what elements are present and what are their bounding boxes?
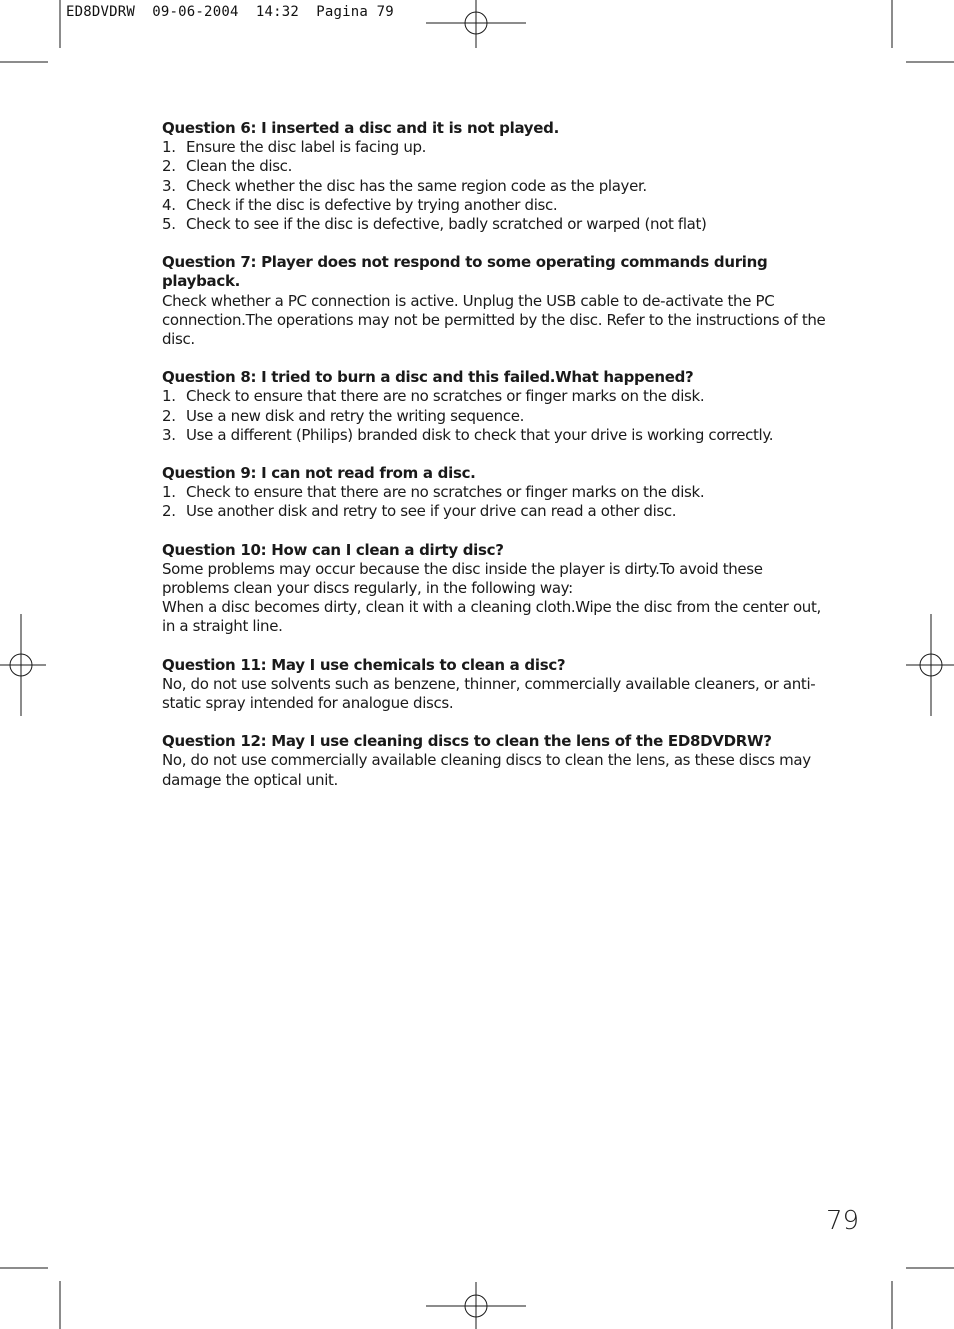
answer-list [162,387,830,445]
answer-list [162,138,830,234]
list-number: 4. [162,195,176,214]
faq-section-question-7 [162,253,830,349]
list-item-text: Clean the disc. [186,157,292,176]
question-heading: Question 8: I tried to burn a disc and this failed.What happened? [162,368,694,387]
list-item-text: Use a different (Philips) branded disk to check that your drive is working correctly. [186,425,774,444]
question-heading: Question 12: May I use cleaning discs to clean the lens of the ED8DVDRW? [162,732,772,751]
answer-paragraph: No, do not use commercially available cleaning discs to clean the lens, as these discs may damage the optical unit. [162,751,811,789]
list-item [162,387,830,406]
question-heading: Question 10: How can I clean a dirty disc? [162,540,504,559]
faq-section-question-8 [162,368,830,445]
faq-content [162,119,830,809]
answer-paragraph: No, do not use solvents such as benzene, thinner, commercially available cleaners, or anti-static spray intended for analogue discs. [162,674,816,713]
list-item-text: Check to see if the disc is defective, badly scratched or warped (not flat) [186,215,707,234]
list-item [162,215,830,234]
faq-section-question-9 [162,464,830,522]
list-item [162,426,830,445]
list-number: 1. [162,387,176,406]
list-item [162,157,830,176]
list-number: 3. [162,425,176,444]
answer-paragraph: Some problems may occur because the disc inside the player is dirty.To avoid these problems clean your discs regularly, in the following way: [162,559,763,598]
answer-list [162,483,830,521]
list-item-text: Check to ensure that there are no scratches or finger marks on the disk. [186,387,705,406]
answer-paragraph: Check whether a PC connection is active. Unplug the USB cable to de-activate the PC connection.The operations may not be permitted by the disc. Refer to the instructions of the disc. [162,291,826,349]
list-item [162,407,830,426]
list-item [162,502,830,521]
list-item-text: Use a new disk and retry the writing sequence. [186,406,525,425]
faq-section-question-11 [162,656,830,714]
question-heading: Question 11: May I use chemicals to clean a disc? [162,655,566,674]
faq-section-question-12 [162,732,830,790]
list-item [162,138,830,157]
list-item [162,483,830,502]
list-number: 1. [162,483,176,502]
list-item-text: Ensure the disc label is facing up. [186,138,427,157]
list-number: 5. [162,215,176,234]
list-number: 2. [162,406,176,425]
list-item [162,196,830,215]
print-slug: ED8DVDRW 09-06-2004 14:32 Pagina 79 [66,4,394,20]
list-item [162,177,830,196]
question-heading: Question 6: I inserted a disc and it is not played. [162,119,559,137]
answer-paragraph: When a disc becomes dirty, clean it with a cleaning cloth.Wipe the disc from the center out, in a straight line. [162,598,821,636]
list-item-text: Check if the disc is defective by trying another disc. [186,195,558,214]
list-item-text: Use another disk and retry to see if your drive can read a other disc. [186,502,677,521]
list-number: 2. [162,157,176,176]
list-number: 1. [162,138,176,157]
list-item-text: Check whether the disc has the same region code as the player. [186,176,647,195]
faq-section-question-6 [162,119,830,234]
page-number: 79 [826,1206,860,1236]
list-number: 3. [162,176,176,195]
list-number: 2. [162,502,176,521]
faq-section-question-10 [162,541,830,637]
question-heading: Question 9: I can not read from a disc. [162,464,476,483]
list-item-text: Check to ensure that there are no scratches or finger marks on the disk. [186,483,705,502]
question-heading: Question 7: Player does not respond to some operating commands during playback. [162,253,768,291]
